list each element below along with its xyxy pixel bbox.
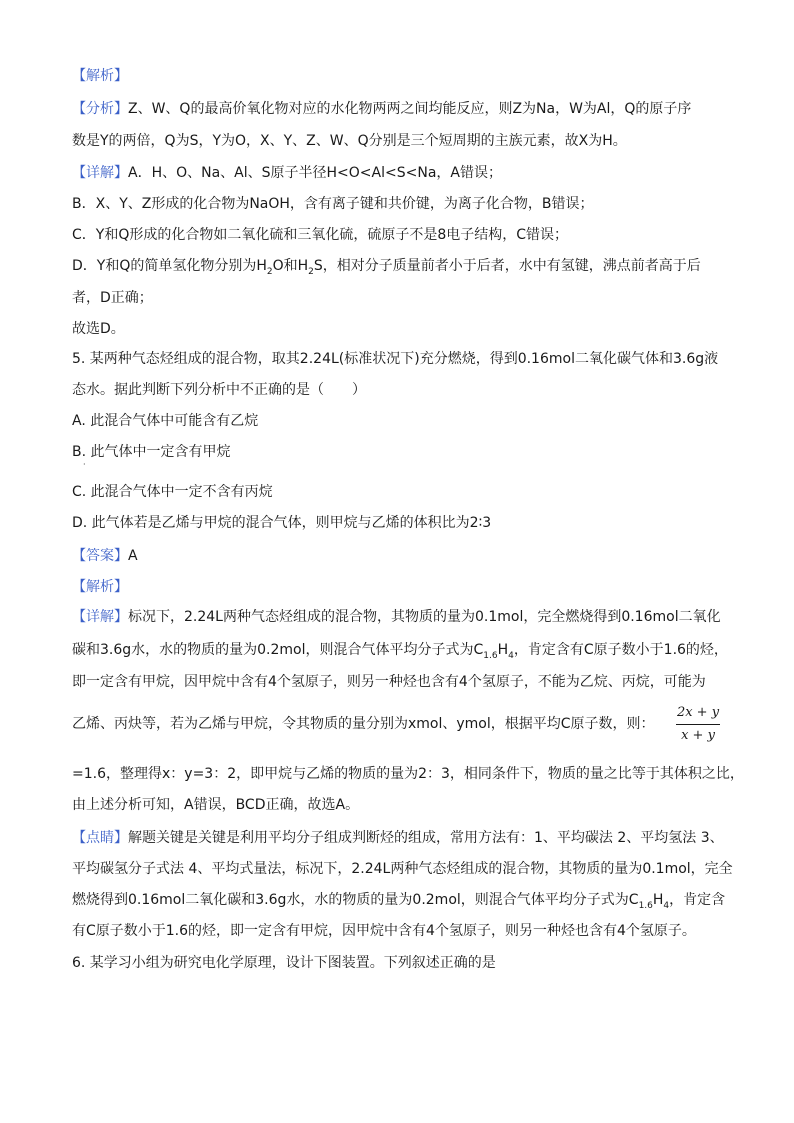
q5-answer: 【答案】A [72,548,138,564]
q5-comment-line-4: 有C原子数小于1.6的烃，即一定含有甲烷，因甲烷中含有4个氢原子，则另一种烃也含有4个氢原子。 [72,923,696,939]
detail-tag: 【详解】 [72,609,128,625]
answer-tag: 【答案】 [72,548,128,564]
q4-analysis-line-2: 数是Y的两倍，Q为S，Y为O，X、Y、Z、W、Q分别是三个短周期的主族元素，故X为H。 [72,133,627,149]
q5-option-a: A. 此混合气体中可能含有乙烷 [72,413,259,429]
q5-analysis-tag: 【解析】 [72,579,128,595]
q5-stem-line-2: 态水。据此判断下列分析中不正确的是（ ） [72,382,366,398]
stray-dot: · [83,460,86,469]
q4-analysis-line-1: 【分析】Z、W、Q的最高价氧化物对应的水化物两两之间均能反应，则Z为Na，W为Al，Q的原子序 [72,101,692,117]
q4-detail-line-a: 【详解】A．H、O、Na、Al、S原子半径H<O<Al<S<Na，A错误； [72,165,502,181]
q4-detail-line-b: B．X、Y、Z形成的化合物为NaOH，含有离子键和共价键，为离子化合物，B错误； [72,196,594,212]
section-tag-analysis: 【解析】 [72,68,128,84]
q5-detail-line-6: 由上述分析可知，A错误，BCD正确，故选A。 [72,797,360,813]
fraction-denominator: x + y [681,728,715,743]
q5-comment-line-1: 【点睛】解题关键是关键是利用平均分子组成判断烃的组成，常用方法有：1、平均碳法 2、平均氢法 3、 [72,830,724,846]
q5-detail-line-5: =1.6，整理得x：y=3：2，即甲烷与乙烯的物质的量为2：3，相同条件下，物质的量之比等于其体积之比， [72,766,744,782]
comment-tag: 【点睛】 [72,830,128,846]
q5-option-b: B. 此气体中一定含有甲烷 [72,444,231,460]
q5-comment-line-3: 燃烧得到0.16mol二氧化碳和3.6g水，水的物质的量为0.2mol，则混合气体平均分子式为$C_{1.6}H_4$，肯定含 [72,892,726,911]
q5-option-d: D. 此气体若是乙烯与甲烷的混合气体，则甲烷与乙烯的体积比为2∶3 [72,515,492,531]
q4-detail-line-d-cont: 者，D正确； [72,290,153,306]
fraction-bar [676,724,720,725]
q5-detail-line-3: 即一定含有甲烷，因甲烷中含有4个氢原子，则另一种烃也含有4个氢原子，不能为乙烷、丙烷，可能为 [72,674,706,690]
q6-stem: 6. 某学习小组为研究电化学原理，设计下图装置。下列叙述正确的是 [72,955,496,971]
q4-conclusion: 故选D。 [72,321,125,337]
detail-tag: 【详解】 [72,165,128,181]
q5-detail-line-2: 碳和3.6g水，水的物质的量为0.2mol，则混合气体平均分子式为$C_{1.6}H_4$，肯定含有C原子数小于1.6的烃， [72,642,728,661]
q4-detail-line-c: C．Y和Q形成的化合物如二氧化硫和三氧化硫，硫原子不是8电子结构，C错误； [72,227,569,243]
fraction-formula [676,704,720,745]
q5-option-c: C. 此混合气体中一定不含有丙烷 [72,484,273,500]
fraction-numerator: 2x + y [676,705,720,720]
fenxi-tag: 【分析】 [72,101,128,117]
q5-stem-line-1: 5. 某两种气态烃组成的混合物，取其2.24L(标准状况下)充分燃烧，得到0.16mol二氧化碳气体和3.6g液 [72,351,719,367]
q5-detail-line-1: 【详解】标况下，2.24L两种气态烃组成的混合物，其物质的量为0.1mol，完全燃烧得到0.16mol二氧化 [72,609,721,625]
q4-detail-line-d: D．Y和Q的简单氢化物分别为$H_2O$和$H_2S$，相对分子质量前者小于后者，水中有氢键，沸点前者高于后 [72,258,701,277]
q5-detail-line-4: 乙烯、丙炔等，若为乙烯与甲烷，令其物质的量分别为xmol、ymol，根据平均C原子数，则： [72,716,655,732]
q5-comment-line-2: 平均碳氢分子式法 4、平均式量法，标况下，2.24L两种气态烃组成的混合物，其物质的量为0.1mol，完全 [72,861,733,877]
